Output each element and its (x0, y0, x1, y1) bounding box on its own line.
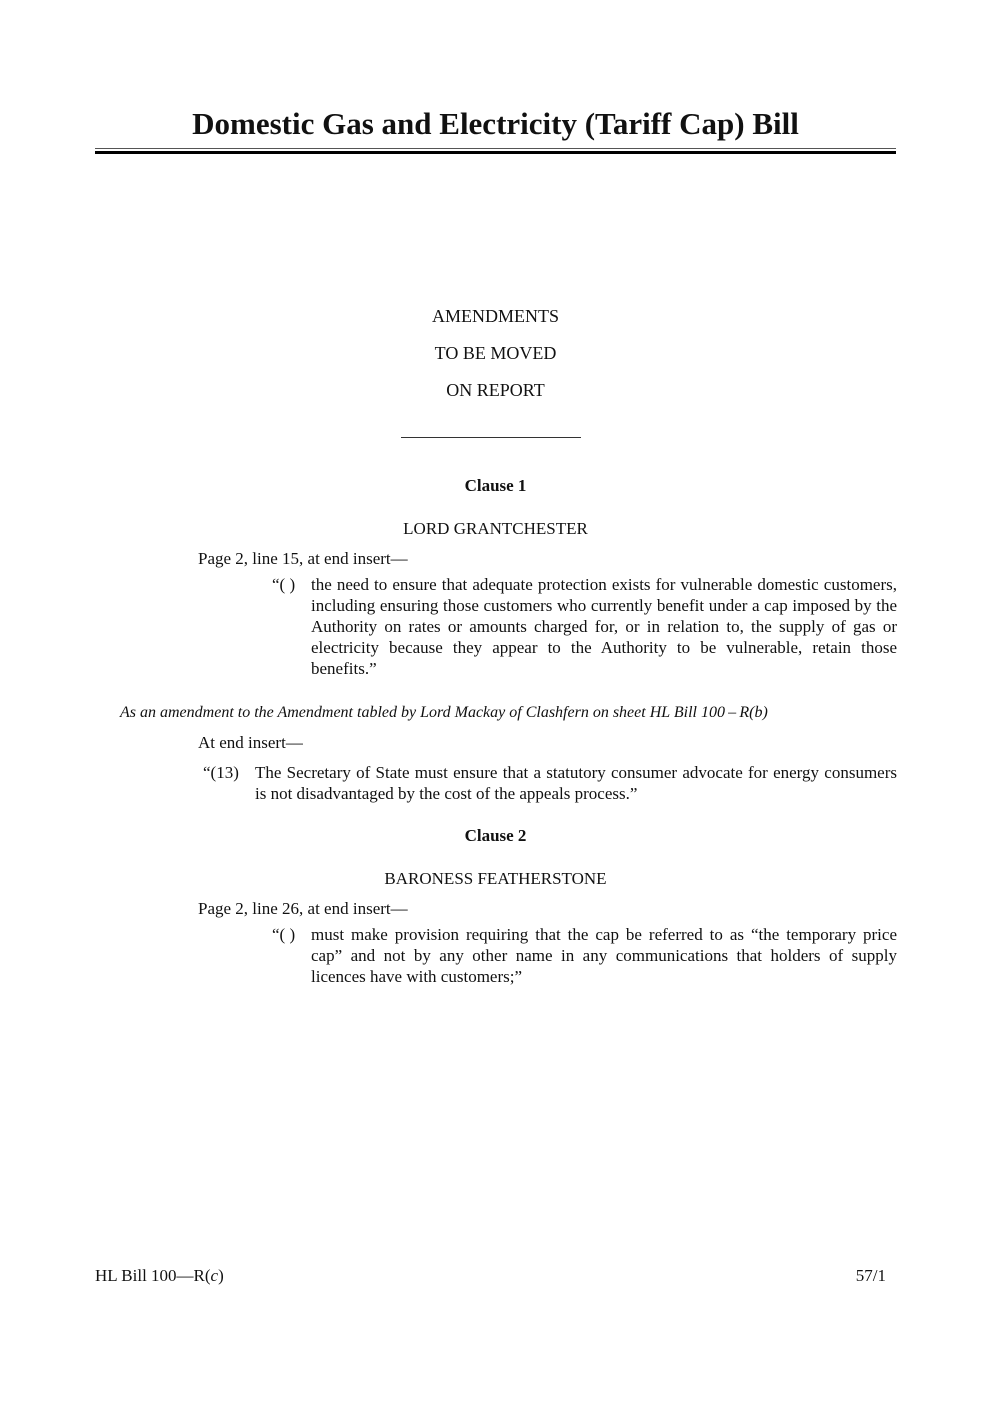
clause-2-amendment-text: must make provision requiring that the cap be referred to as “the temporary price cap” and not by any other name in any communications that holders of supply licences have with customers;” (311, 925, 897, 986)
title-rule-thick (95, 151, 896, 154)
footer-page-number: 57/1 (855, 1266, 886, 1285)
clause-2-marker: “( ) (272, 925, 296, 944)
heading-line-3: ON REPORT (446, 380, 545, 400)
sub-amendment-text-span: The Secretary of State must ensure that a statutory consumer advocate for energy consumers is not disadvantaged by the cost of the appeals process.” (255, 763, 897, 803)
clause-2-location: Page 2, line 26, at end insert— (198, 899, 408, 918)
clause-1-heading: Clause 1 (464, 476, 527, 495)
footer-bill-reference (95, 1265, 224, 1286)
sub-amendment-note: As an amendment to the Amendment tabled by Lord Mackay of Clashfern on sheet HL Bill 100 – R(b) (120, 704, 768, 721)
heading-line-1: AMENDMENTS (431, 306, 559, 326)
clause-1-amendment-text: the need to ensure that adequate protection exists for vulnerable domestic customers, including ensuring those customers who currently benefit under a cap imposed by the Authority on rates or amounts charged for, or in relation to, the supply of gas or electricity because they appear to the Authority to be vulnerable, retain those benefits.” (311, 575, 897, 678)
bill-ref-letter: c (210, 1266, 219, 1285)
bill-title: Domestic Gas and Electricity (Tariff Cap) Bill (192, 106, 799, 141)
clause-1-member: LORD GRANTCHESTER (403, 519, 588, 538)
sub-amendment-marker: “(13) (203, 763, 239, 782)
bill-ref-suffix: ) (218, 1266, 224, 1285)
clause-1-location: Page 2, line 15, at end insert— (198, 549, 408, 568)
sub-amendment-text (255, 762, 897, 804)
heading-line-2: TO BE MOVED (434, 343, 557, 363)
sub-amendment-location: At end insert— (198, 733, 303, 752)
clause-1-marker: “( ) (272, 575, 296, 594)
title-rule-thin (95, 148, 896, 149)
section-divider (401, 437, 581, 438)
clause-2-member: BARONESS FEATHERSTONE (384, 869, 607, 888)
clause-2-heading: Clause 2 (464, 826, 527, 845)
bill-ref-prefix: HL Bill 100—R( (95, 1266, 211, 1285)
